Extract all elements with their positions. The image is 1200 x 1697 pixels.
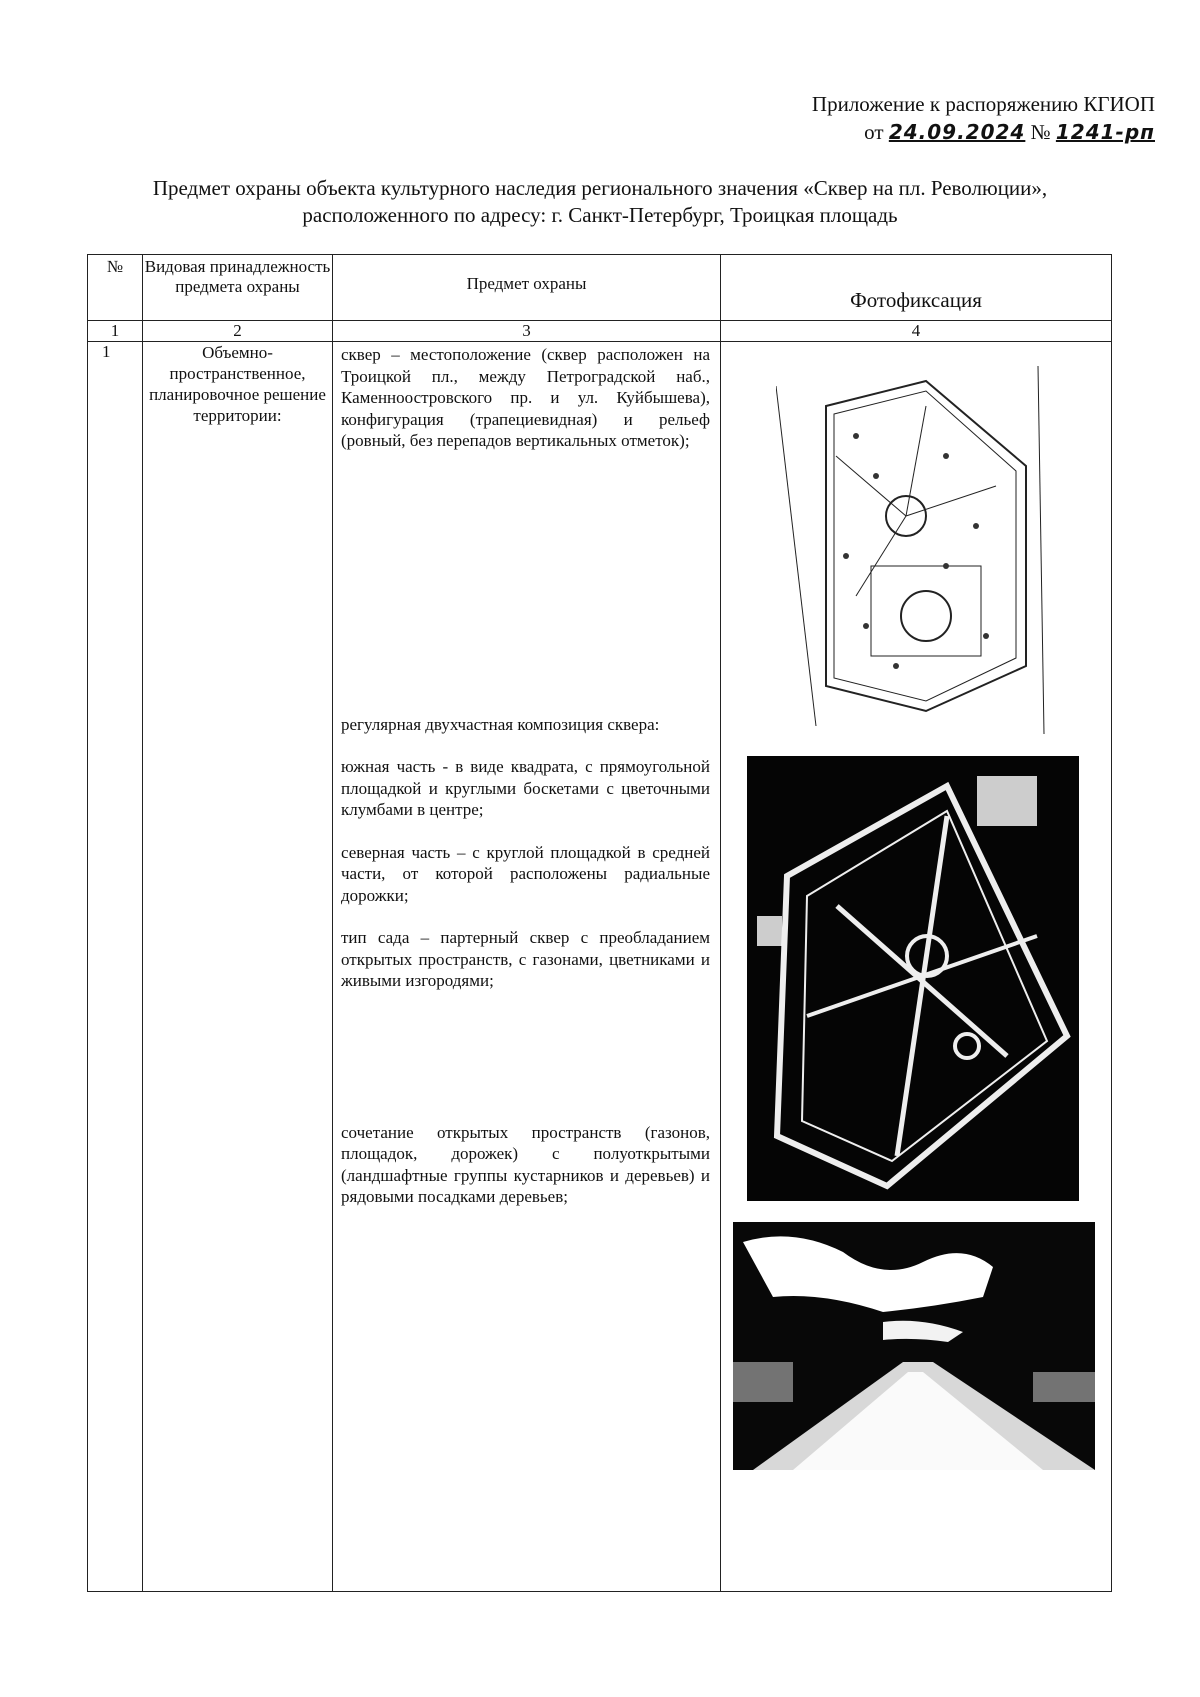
table-row (88, 342, 1112, 1592)
date-prefix: от (864, 120, 884, 144)
header-number: № (88, 255, 143, 321)
row-number: 1 (88, 342, 143, 1592)
appendix-line: Приложение к распоряжению КГИОП (811, 92, 1155, 116)
subject-paragraph: сквер – местоположение (сквер расположен на Троицкой пл., между Петроградской наб., Каменноостровского пр. и ул. Куйбышева), конфигурация (трапециевидная) и рельеф (ровный, без перепадов вертикальных отметок); (341, 345, 710, 450)
protection-table (87, 254, 1112, 1592)
title-line-1: Предмет охраны объекта культурного наследия регионального значения «Сквер на пл. Революции», (152, 176, 1048, 200)
row-category: Объемно-пространственное, планировочное решение территории: (143, 342, 333, 1592)
header-category: Видовая принадлежность предмета охраны (143, 255, 333, 321)
site-plan-map (776, 366, 1051, 734)
header-row (88, 255, 1112, 321)
column-number: 1 (88, 321, 143, 342)
column-number-row (88, 321, 1112, 342)
number-prefix: № (1030, 120, 1051, 144)
subject-paragraph: южная часть - в виде квадрата, с прямоугольной площадкой и круглыми боскетами с цветочными клумбами в центре; (341, 757, 710, 819)
handwritten-number: 1241-рп (1055, 120, 1155, 144)
document-title (50, 175, 1150, 229)
header-subject: Предмет охраны (333, 255, 721, 321)
subject-paragraph: регулярная двухчастная композиция сквера: (341, 714, 660, 734)
header-block (812, 90, 1155, 146)
column-number: 2 (143, 321, 333, 342)
subject-paragraph: тип сада – партерный сквер с преобладанием открытых пространств, с газонами, цветниками и живыми изгородями; (341, 928, 710, 990)
title-line-2: расположенного по адресу: г. Санкт-Петербург, Троицкая площадь (302, 203, 898, 227)
row-subject (333, 342, 721, 1592)
subject-paragraph: сочетание открытых пространств (газонов, площадок, дорожек) с полуоткрытыми (ландшафтные группы кустарников и деревьев) и рядовыми посадками деревьев; (341, 1122, 710, 1206)
handwritten-date: 24.09.2024 (888, 120, 1026, 144)
column-number: 4 (721, 321, 1112, 342)
row-photos (721, 342, 1112, 1592)
alley-photo (733, 1222, 1095, 1470)
header-photo: Фотофиксация (721, 255, 1112, 321)
column-number: 3 (333, 321, 721, 342)
aerial-photo (747, 756, 1079, 1201)
subject-paragraph: северная часть – с круглой площадкой в средней части, от которой расположены радиальные дорожки; (341, 842, 710, 905)
date-line (812, 118, 1155, 146)
